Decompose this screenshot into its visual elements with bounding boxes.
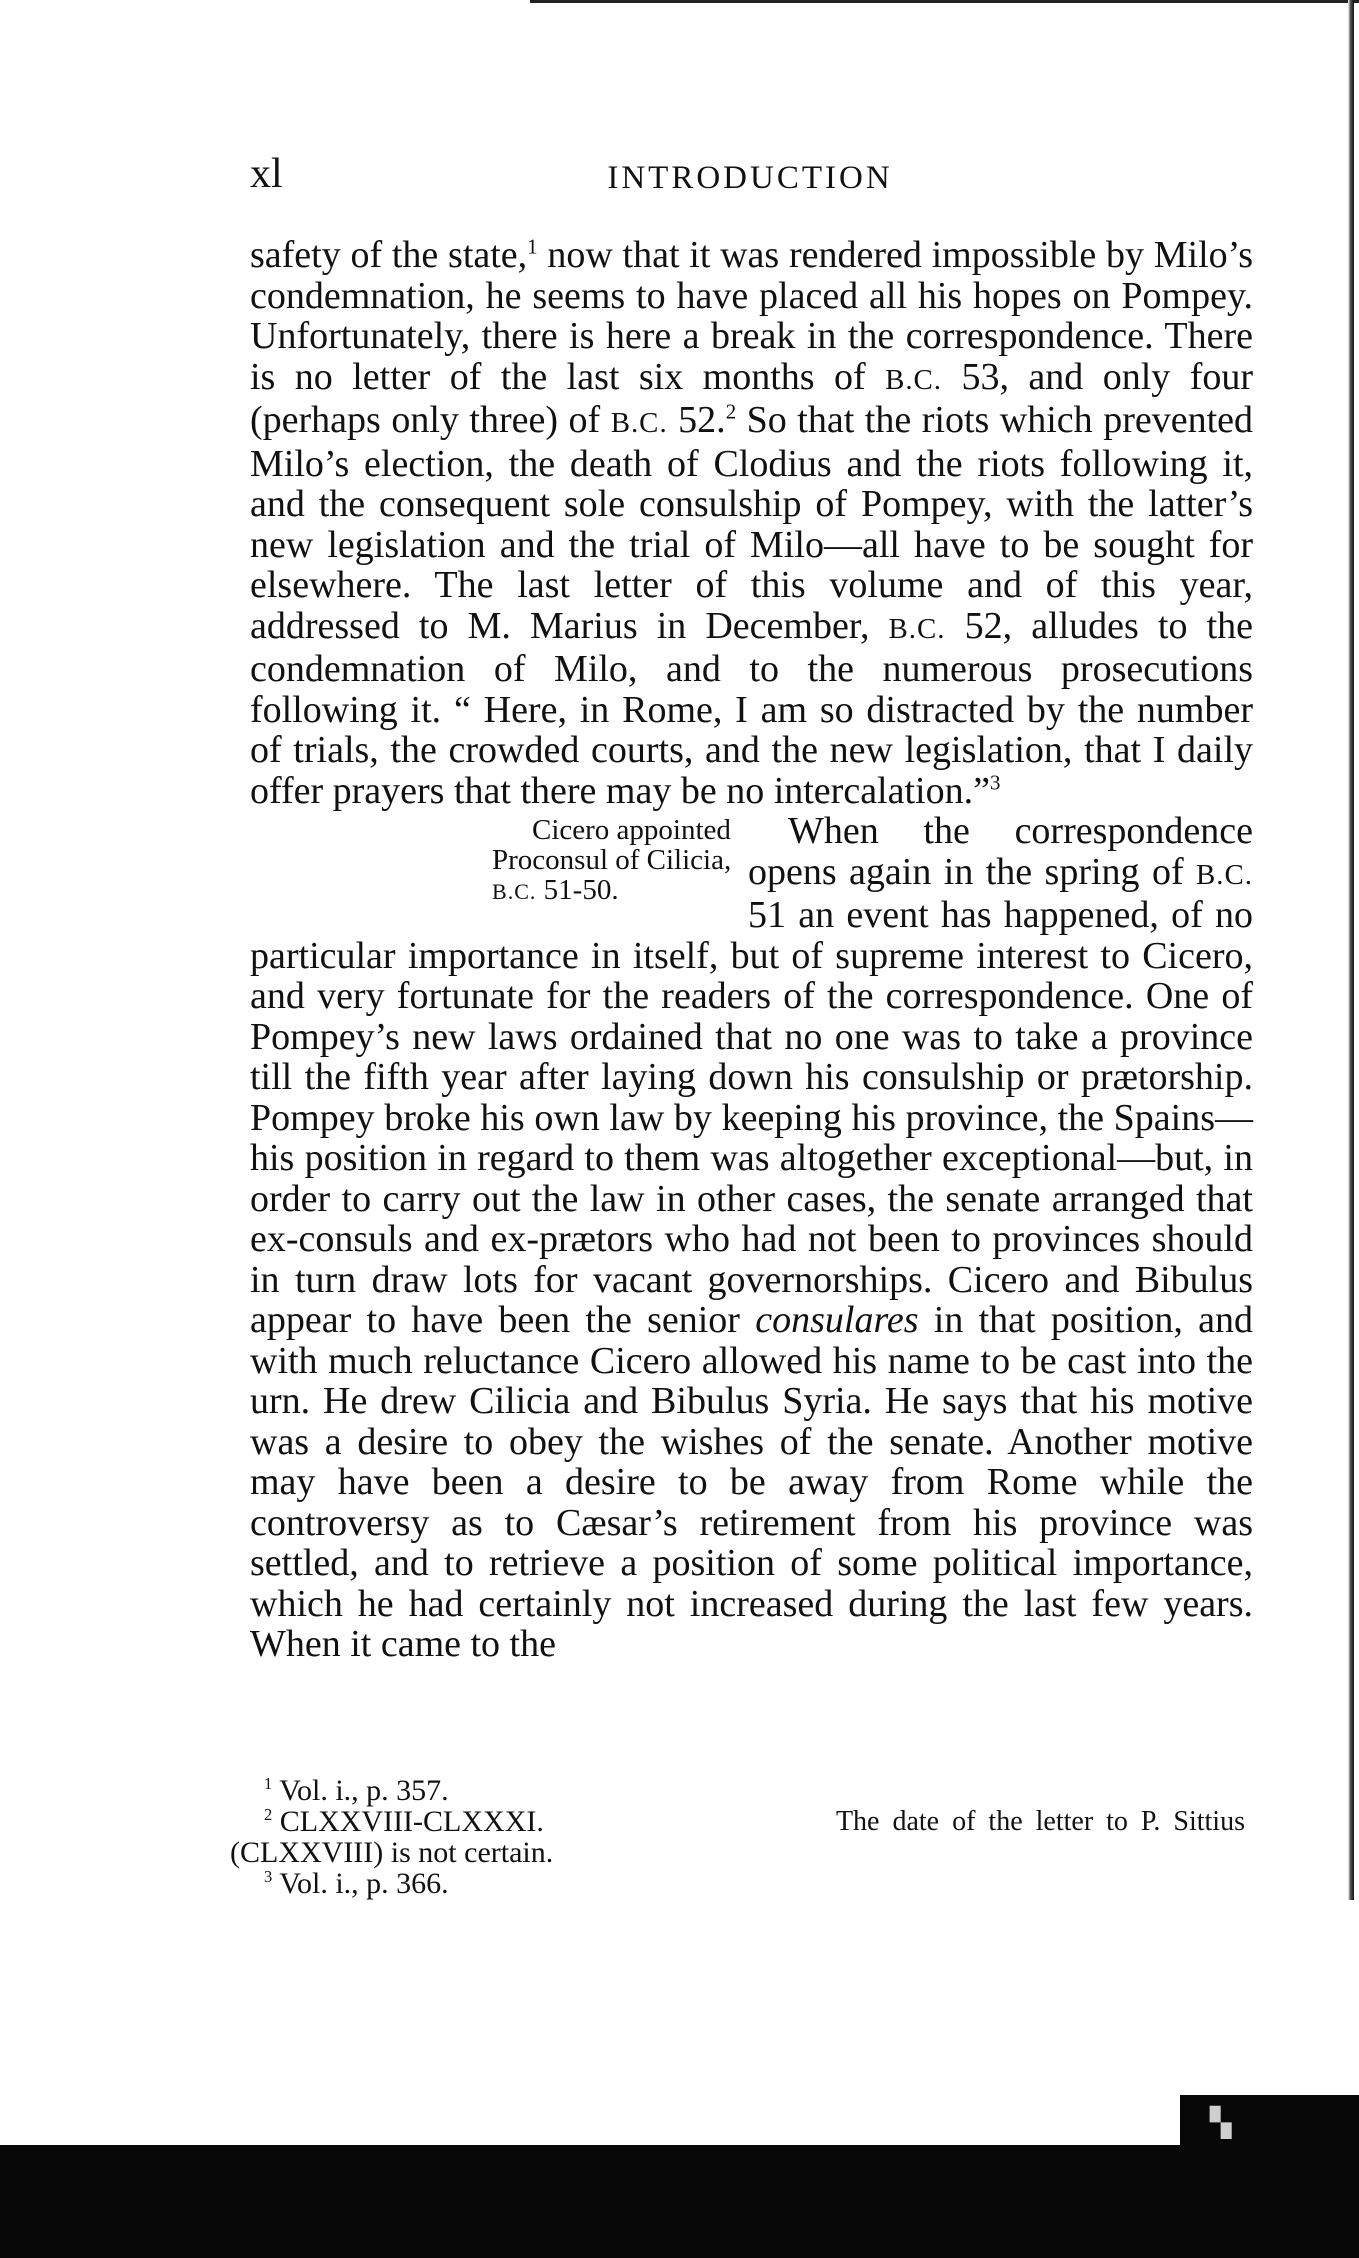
footnote-ref: 2 <box>725 399 737 424</box>
text-run: safety of the state, <box>250 234 528 276</box>
text-run: So that the riots which prevented Milo’s election, the death of Clodius and the riots following it, and the consequent sole consulship of Pompey, with the latter’s new legislation and the trial of Milo—all have to be sought for elsewhere. The last letter of this volume and of this year, addressed to M. Marius in December, <box>250 399 1253 647</box>
footnote-number: 2 <box>264 1805 273 1824</box>
text-run: 53, and only four (perhaps only three) of <box>250 355 1253 441</box>
footnote-text: CLXXVIII-CLXXXI. <box>279 1805 544 1838</box>
footnote-left <box>264 1806 544 1837</box>
footnote-ref: 1 <box>527 234 538 259</box>
footnote-text: Vol. i., p. 366. <box>279 1867 449 1900</box>
footnote-ref: 3 <box>989 769 1001 794</box>
era-abbrev: B.C. <box>492 879 537 904</box>
footnote-text: Vol. i., p. 357. <box>279 1774 449 1807</box>
main-text <box>250 235 1253 1665</box>
footnote-number: 3 <box>264 1867 273 1886</box>
italic-term: consulares <box>755 1299 919 1341</box>
era-abbrev: B.C. <box>885 363 943 396</box>
scan-edge-top <box>530 0 1359 3</box>
running-head <box>250 150 1250 210</box>
margin-note-text: 51-50. <box>536 874 619 906</box>
text-run: When the correspondence opens again in the spring of <box>748 810 1253 893</box>
text-run: 52, alludes to the condemnation of Milo, and to the numerous prosecutions following it. “ Here, in Rome, I am so distracted by the number of trials, the crowded courts, and the new legislation, that I daily offer prayers that there may be no intercalation.” <box>250 604 1254 812</box>
scan-edge-right <box>1348 0 1354 1900</box>
footnotes <box>230 1775 1245 1899</box>
footnote-text: The date of the letter to P. Sittius <box>835 1806 1245 1837</box>
text-run: 51 an event has happened, of no particular importance in itself, but of supreme interest to Cicero, and very fortunate for the readers of the correspondence. One of Pompey’s new laws ordained that no one was to take a province till the fifth year after laying down his consulship or prætorship. Pompey broke his own law by keeping his province, the Spains—his position in regard to them was altogether exceptional—but, in order to carry out the law in other cases, the senate arranged that ex-consuls and ex-prætors who had not been to provinces should in turn draw lots for vacant governorships. Cicero and Bibulus appear to have been the senior <box>250 894 1253 1341</box>
paragraph <box>250 235 1253 811</box>
era-abbrev: B.C. <box>610 407 668 439</box>
footnote <box>230 1775 1245 1806</box>
text-run: now that it was rendered impossible by Milo’s condemnation, he seems to have placed all his hopes on Pompey. Unfortunately, there is here a break in the correspondence. There is no letter of the last six months of <box>250 234 1253 398</box>
scan-edge-bottom <box>0 2145 1359 2258</box>
era-abbrev: B.C. <box>888 612 946 645</box>
scan-mark-icon: ▚ <box>1210 2108 1232 2139</box>
running-title: INTRODUCTION <box>607 160 893 196</box>
margin-spacer <box>250 811 500 852</box>
era-abbrev: B.C. <box>1196 858 1253 891</box>
paragraph <box>250 811 1253 1665</box>
footnote <box>230 1806 1245 1837</box>
page-number: xl <box>250 151 283 197</box>
text-run: 52. <box>667 399 726 441</box>
footnote-continuation: (CLXXVIII) is not certain. <box>230 1836 554 1869</box>
margin-note-text: Cicero appointed Proconsul of Cilicia, <box>492 814 732 876</box>
footnote-number: 1 <box>264 1774 273 1793</box>
footnote <box>230 1868 1245 1899</box>
margin-note <box>492 815 732 907</box>
text-run: in that position, and with much reluctance Cicero allowed his name to be cast into the urn. He drew Cilicia and Bibulus Syria. He says that his motive was a desire to obey the wishes of the senate. Another motive may have been a desire to be away from Rome while the controversy as to Cæsar’s retirement from his province was settled, and to retrieve a position of some political importance, which he had certainly not increased during the last few years. When it came to the <box>250 1299 1253 1665</box>
